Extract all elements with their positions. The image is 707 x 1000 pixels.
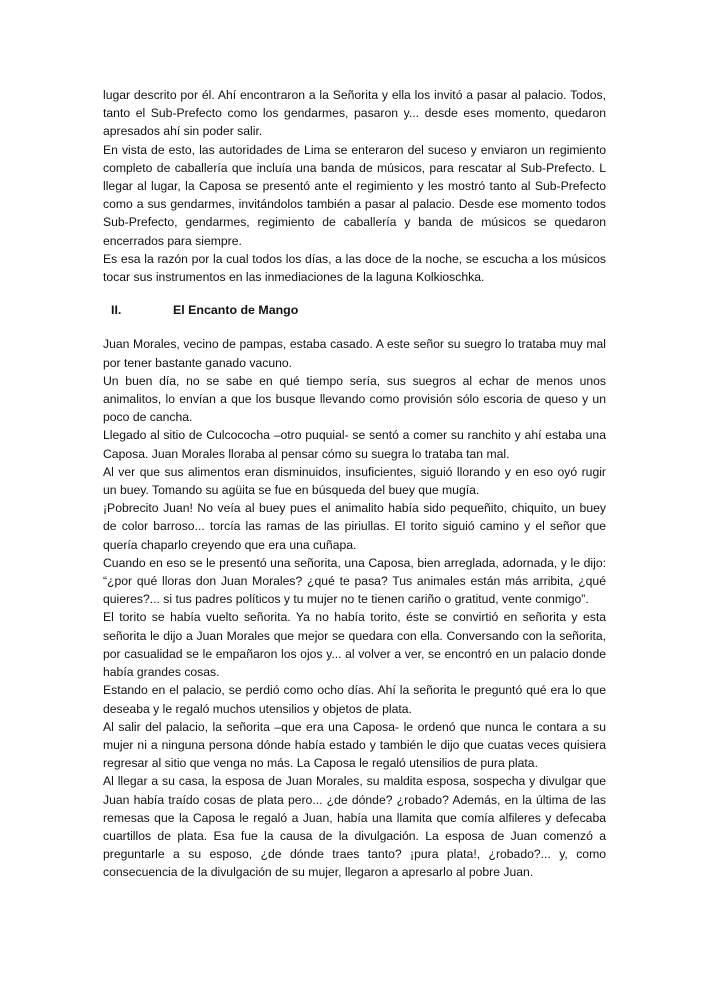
paragraph: Es esa la razón por la cual todos los días, a las doce de la noche, se escucha a los músicos tocar sus instrumentos en las inmediaciones de la laguna Kolkioschka. (103, 251, 606, 285)
paragraph: Cuando en eso se le presentó una señorita, una Caposa, bien arreglada, adornada, y le dijo: “¿por qué lloras don Juan Morales? ¿qué te pasa? Tus animales están más arribita, ¿qué quieres?... si tus padres políticos y tu mujer no te tienen cariño o gratitud, vente conmigo”. (103, 555, 606, 607)
paragraph: El torito se había vuelto señorita. Ya no había torito, éste se convirtió en señorita y esta señorita le dijo a Juan Morales que mejor se quedara con ella. Conversando con la señorita, por casualidad se le empañaron los ojos y... al volver a ver, se encontró en un palacio donde había grandes cosas. (103, 610, 606, 680)
paragraph: Al llegar a su casa, la esposa de Juan Morales, su maldita esposa, sospecha y divulgar que Juan había traído cosas de plata pero... ¿de dónde? ¿robado? Además, en la última de las remesas que la Caposa le regaló a Juan, había una llamita que comía alfileres y defecaba cuartillos de plata. Esa fue la causa de la divulgación. La esposa de Juan comenzó a preguntarle a su esposo, ¿de dónde traes tanto? ¡pura plata!, ¿robado?... y, como consecuencia de la divulgación de su mujer, llegaron a apresarlo al pobre Juan. (103, 774, 606, 880)
paragraph: En vista de esto, las autoridades de Lima se enteraron del suceso y enviaron un regimiento completo de caballería que incluía una banda de músicos, para rescatar al Sub-Prefecto. L llegar al lugar, la Caposa se presentó ante el regimiento y les mostró tanto al Sub-Prefecto como a sus gendarmes, invitándolos también a pasar al palacio. Desde ese momento todos Sub-Prefecto, gendarmes, regimiento de caballería y banda de músicos se quedaron encerrados para siempre. (103, 142, 606, 248)
paragraph: Estando en el palacio, se perdió como ocho días. Ahí la señorita le preguntó qué era lo que deseaba y le regaló muchos utensilios y objetos de plata. (103, 683, 606, 716)
paragraph: Al ver que sus alimentos eran disminuidos, insuficientes, siguió llorando y en eso oyó rugir un buey. Tomando su agüita se fue en búsqueda del buey que mugía. (103, 464, 606, 498)
paragraph: Un buen día, no se sabe en qué tiempo sería, sus suegros al echar de menos unos animalitos, lo envían a que los busque llevando como provisión sólo escoria de queso y un poco de cancha. (103, 373, 606, 425)
document-page (103, 86, 606, 882)
paragraph: ¡Pobrecito Juan! No veía al buey pues el animalito había sido pequeñito, chiquito, un buey de color barroso... torcía las ramas de las piriullas. El torito siguió camino y el señor que quería chaparlo creyendo que era una cuñapa. (103, 501, 606, 552)
section-heading (103, 301, 606, 319)
section-number: II. (111, 303, 122, 318)
paragraph: lugar descrito por él. Ahí encontraron a la Señorita y ella los invitó a pasar al palacio. Todos, tanto el Sub-Prefecto como los gendarmes, pasaron y... desde eses momento, quedaron apresados ahí sin poder salir. (103, 88, 606, 139)
paragraph: Al salir del palacio, la señorita –que era una Caposa- le ordenó que nunca le contara a su mujer ni a ninguna persona dónde había estado y también le dijo que cuatas veces quisiera regresar al sitio que venga no más. La Caposa le regaló utensilios de pura plata. (103, 719, 606, 771)
paragraph: Juan Morales, vecino de pampas, estaba casado. A este señor su suegro lo trataba muy mal por tener bastante ganado vacuno. (103, 337, 606, 370)
paragraph: Llegado al sitio de Culcococha –otro puquial- se sentó a comer su ranchito y ahí estaba una Caposa. Juan Morales lloraba al pensar cómo su suegra lo trataba tan mal. (103, 428, 606, 461)
section-title: El Encanto de Mango (173, 303, 299, 318)
